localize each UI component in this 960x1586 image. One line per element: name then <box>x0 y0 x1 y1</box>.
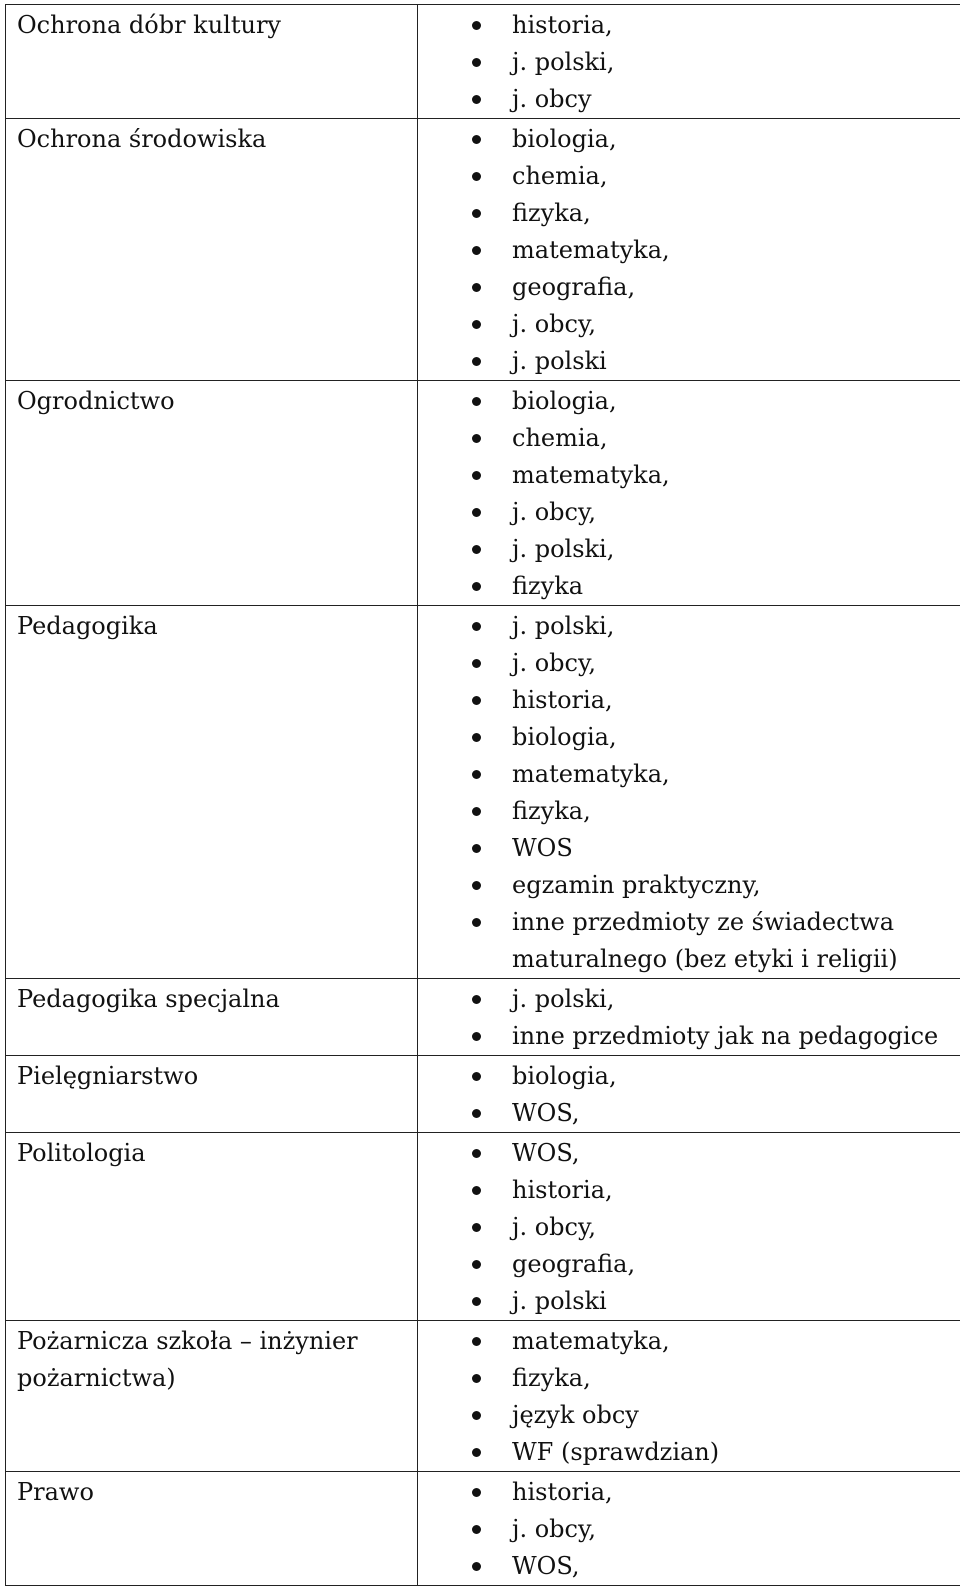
bullet-icon <box>472 471 481 480</box>
list-item <box>418 232 960 269</box>
table-row <box>6 606 960 979</box>
bullet-icon <box>472 733 481 742</box>
list-item <box>418 682 960 719</box>
list-item <box>418 1018 960 1055</box>
list-item <box>418 1209 960 1246</box>
list-item <box>418 343 960 380</box>
bullet-icon <box>472 1032 481 1041</box>
bullet-icon <box>472 58 481 67</box>
subjects-cell <box>418 606 960 979</box>
list-item <box>418 531 960 568</box>
table-row <box>6 1056 960 1133</box>
list-item <box>418 158 960 195</box>
bullet-icon <box>472 135 481 144</box>
bullet-icon <box>472 659 481 668</box>
subject-text: historia, <box>512 7 956 44</box>
bullet-icon <box>472 1488 481 1497</box>
subjects-cell <box>418 979 960 1056</box>
list-item <box>418 1283 960 1320</box>
program-name: Pedagogika <box>17 608 417 645</box>
subject-text: j. polski, <box>512 44 956 81</box>
subject-text: chemia, <box>512 420 956 457</box>
bullet-icon <box>472 357 481 366</box>
subject-text: WF (sprawdzian) <box>512 1434 956 1471</box>
subjects-list <box>418 5 960 118</box>
list-item <box>418 830 960 867</box>
subjects-cell <box>418 119 960 381</box>
subject-text: historia, <box>512 1172 956 1209</box>
subject-text: geografia, <box>512 1246 956 1283</box>
bullet-icon <box>472 434 481 443</box>
program-cell <box>6 1472 418 1586</box>
bullet-icon <box>472 918 481 927</box>
bullet-icon <box>472 508 481 517</box>
subject-text: j. polski <box>512 1283 956 1320</box>
program-cell <box>6 1321 418 1472</box>
subject-text: WOS <box>512 830 956 867</box>
bullet-icon <box>472 622 481 631</box>
subject-text: WOS, <box>512 1095 956 1132</box>
subject-text: biologia, <box>512 121 956 158</box>
bullet-icon <box>472 807 481 816</box>
bullet-icon <box>472 545 481 554</box>
subject-text: matematyka, <box>512 1323 956 1360</box>
subject-text: j. polski, <box>512 531 956 568</box>
list-item <box>418 7 960 44</box>
list-item <box>418 1548 960 1585</box>
subject-text: matematyka, <box>512 457 956 494</box>
bullet-icon <box>472 881 481 890</box>
list-item <box>418 494 960 531</box>
program-cell <box>6 979 418 1056</box>
bullet-icon <box>472 1411 481 1420</box>
bullet-icon <box>472 582 481 591</box>
bullet-icon <box>472 995 481 1004</box>
program-name: Politologia <box>17 1135 417 1172</box>
list-item <box>418 1172 960 1209</box>
subjects-list <box>418 606 960 978</box>
subject-text: matematyka, <box>512 756 956 793</box>
bullet-icon <box>472 320 481 329</box>
subject-text: fizyka <box>512 568 956 605</box>
list-item <box>418 756 960 793</box>
list-item <box>418 793 960 830</box>
bullet-icon <box>472 1223 481 1232</box>
list-item <box>418 1511 960 1548</box>
subject-text: biologia, <box>512 1058 956 1095</box>
table-row <box>6 979 960 1056</box>
program-name: Ochrona dóbr kultury <box>17 7 417 44</box>
list-item <box>418 904 960 978</box>
subject-text: matematyka, <box>512 232 956 269</box>
subject-text: WOS, <box>512 1548 956 1585</box>
list-item <box>418 457 960 494</box>
subjects-list <box>418 1133 960 1320</box>
bullet-icon <box>472 246 481 255</box>
list-item <box>418 383 960 420</box>
table-row <box>6 381 960 606</box>
bullet-icon <box>472 770 481 779</box>
program-name: Pożarnicza szkoła – inżynier pożarnictwa) <box>17 1323 417 1397</box>
list-item <box>418 1095 960 1132</box>
list-item <box>418 44 960 81</box>
bullet-icon <box>472 1374 481 1383</box>
subjects-cell <box>418 5 960 119</box>
bullet-icon <box>472 209 481 218</box>
table-body <box>6 5 960 1586</box>
bullet-icon <box>472 1525 481 1534</box>
subjects-list <box>418 1321 960 1471</box>
bullet-icon <box>472 1149 481 1158</box>
list-item <box>418 645 960 682</box>
table-row <box>6 1133 960 1321</box>
subject-text: fizyka, <box>512 195 956 232</box>
program-name: Ogrodnictwo <box>17 383 417 420</box>
list-item <box>418 1058 960 1095</box>
program-cell <box>6 381 418 606</box>
subject-text: j. polski, <box>512 981 956 1018</box>
bullet-icon <box>472 1109 481 1118</box>
subject-text: j. polski, <box>512 608 956 645</box>
subject-text: fizyka, <box>512 1360 956 1397</box>
subject-text: j. obcy, <box>512 1209 956 1246</box>
subjects-list <box>418 119 960 380</box>
bullet-icon <box>472 1260 481 1269</box>
subject-text: historia, <box>512 682 956 719</box>
list-item <box>418 568 960 605</box>
subject-text: historia, <box>512 1474 956 1511</box>
bullet-icon <box>472 1186 481 1195</box>
program-cell <box>6 1056 418 1133</box>
bullet-icon <box>472 844 481 853</box>
bullet-icon <box>472 21 481 30</box>
subject-text: inne przedmioty ze świadectwa maturalnego (bez etyki i religii) <box>512 904 956 978</box>
subject-text: geografia, <box>512 269 956 306</box>
bullet-icon <box>472 1297 481 1306</box>
subjects-list <box>418 381 960 605</box>
bullet-icon <box>472 283 481 292</box>
subject-text: biologia, <box>512 383 956 420</box>
subject-text: j. obcy, <box>512 1511 956 1548</box>
program-name: Pedagogika specjalna <box>17 981 417 1018</box>
subject-text: inne przedmioty jak na pedagogice <box>512 1018 956 1055</box>
list-item <box>418 608 960 645</box>
subject-text: język obcy <box>512 1397 956 1434</box>
bullet-icon <box>472 1337 481 1346</box>
program-cell <box>6 5 418 119</box>
list-item <box>418 1360 960 1397</box>
list-item <box>418 306 960 343</box>
bullet-icon <box>472 1072 481 1081</box>
list-item <box>418 1246 960 1283</box>
table-row <box>6 1472 960 1586</box>
bullet-icon <box>472 95 481 104</box>
bullet-icon <box>472 397 481 406</box>
subjects-list <box>418 979 960 1055</box>
list-item <box>418 420 960 457</box>
list-item <box>418 1434 960 1471</box>
list-item <box>418 121 960 158</box>
program-name: Pielęgniarstwo <box>17 1058 417 1095</box>
subject-text: j. obcy, <box>512 306 956 343</box>
subjects-cell <box>418 381 960 606</box>
subjects-cell <box>418 1056 960 1133</box>
subjects-cell <box>418 1321 960 1472</box>
subject-text: j. obcy <box>512 81 956 118</box>
list-item <box>418 1397 960 1434</box>
bullet-icon <box>472 1562 481 1571</box>
list-item <box>418 195 960 232</box>
subjects-cell <box>418 1133 960 1321</box>
bullet-icon <box>472 696 481 705</box>
subject-text: j. obcy, <box>512 645 956 682</box>
subject-text: egzamin praktyczny, <box>512 867 956 904</box>
list-item <box>418 269 960 306</box>
list-item <box>418 81 960 118</box>
subjects-list <box>418 1056 960 1132</box>
program-name: Prawo <box>17 1474 417 1511</box>
list-item <box>418 719 960 756</box>
table-row <box>6 119 960 381</box>
list-item <box>418 981 960 1018</box>
list-item <box>418 1135 960 1172</box>
subject-text: biologia, <box>512 719 956 756</box>
list-item <box>418 867 960 904</box>
bullet-icon <box>472 1448 481 1457</box>
subjects-table <box>5 4 960 1586</box>
program-cell <box>6 119 418 381</box>
list-item <box>418 1474 960 1511</box>
subjects-cell <box>418 1472 960 1586</box>
list-item <box>418 1323 960 1360</box>
subject-text: WOS, <box>512 1135 956 1172</box>
subject-text: fizyka, <box>512 793 956 830</box>
subjects-list <box>418 1472 960 1585</box>
subject-text: chemia, <box>512 158 956 195</box>
program-cell <box>6 1133 418 1321</box>
bullet-icon <box>472 172 481 181</box>
table-row <box>6 1321 960 1472</box>
program-cell <box>6 606 418 979</box>
table-row <box>6 5 960 119</box>
subject-text: j. polski <box>512 343 956 380</box>
program-name: Ochrona środowiska <box>17 121 417 158</box>
subject-text: j. obcy, <box>512 494 956 531</box>
